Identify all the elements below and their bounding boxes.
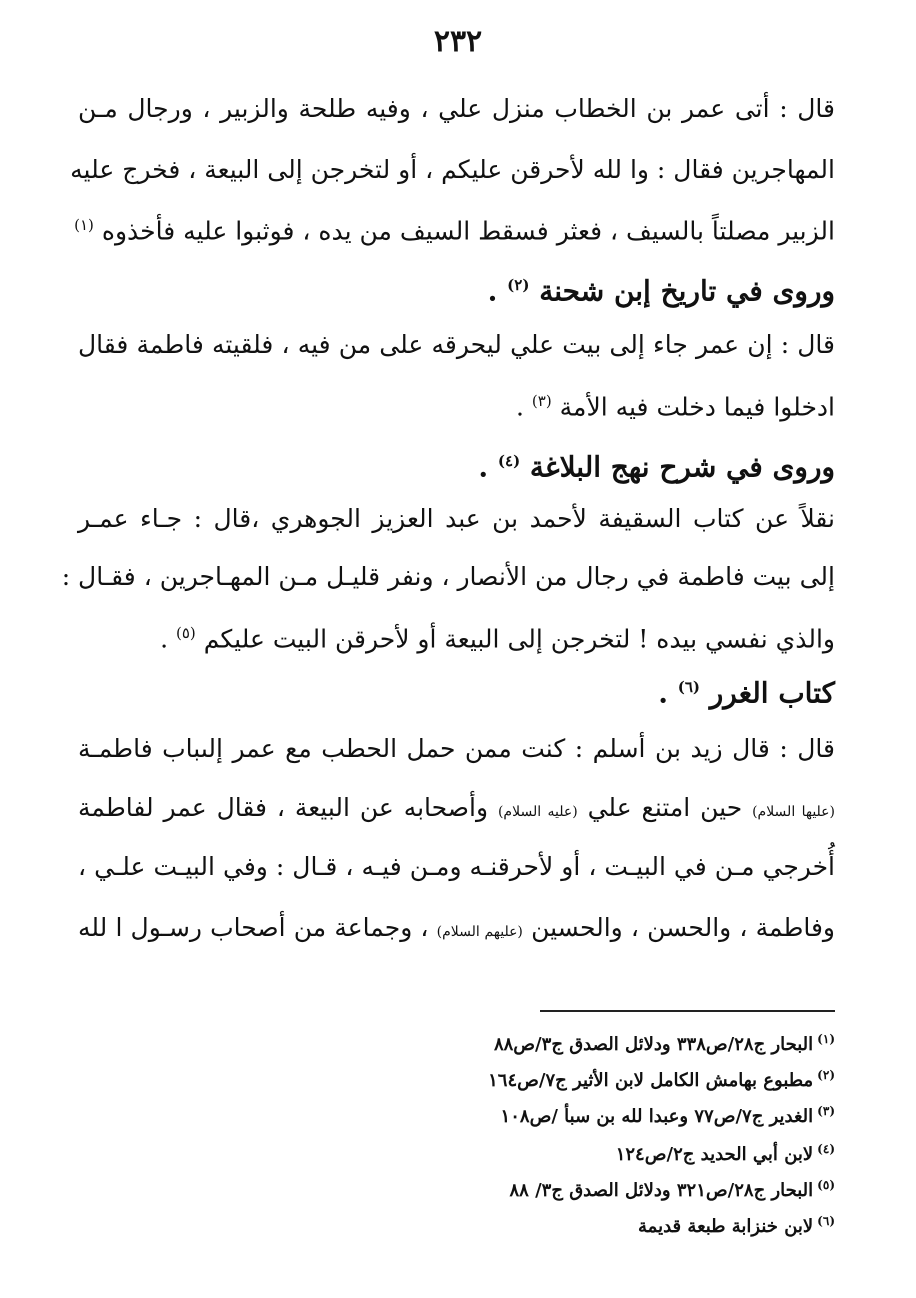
line-text: المهاجرين فقال : وا لله لأحرقن عليكم ، أو لتخرجن إلى البيعة ، فخرج عليه <box>70 155 835 184</box>
page-number: ٢٣٢ <box>433 24 483 59</box>
text-line <box>78 783 835 833</box>
footnote-marker: (١) <box>74 216 94 234</box>
heading-punctuation: . <box>658 676 678 710</box>
footnote-text: البحار ج٢٨/ص٣٢١ ودلائل الصدق ج٣/ ٨٨ <box>509 1180 814 1201</box>
footnote-text: لابن خنزابة طبعة قديمة <box>638 1216 814 1237</box>
footnote-text: لابن أبي الحديد ج٢/ص١٢٤ <box>615 1144 814 1165</box>
text-line <box>61 552 835 602</box>
text-line <box>78 84 835 134</box>
footnote-number: (٢) <box>817 1068 835 1082</box>
line-punctuation: . <box>516 392 532 422</box>
footnote-number: (٣) <box>817 1104 835 1118</box>
heading-text: وروى في تاريخ إبن شحنة <box>539 274 835 308</box>
footnote-number: (٥) <box>817 1178 835 1192</box>
footnote-marker: (٥) <box>175 624 196 642</box>
line-text: وفاطمة ، والحسن ، والحسين <box>522 913 835 942</box>
section-heading <box>78 258 835 312</box>
footnote-text: مطبوع بهامش الكامل لابن الأثير ج٧/ص١٦٤ <box>488 1070 814 1091</box>
footnote <box>78 1204 835 1238</box>
footnote-text: الغدير ج٧/ص٧٧ وعبدا لله بن سبأ /ص١٠٨ <box>500 1106 814 1127</box>
line-text: والذي نفسي بيده ! لتخرجن إلى البيعة أو لأحرقن البيت عليكم <box>203 624 835 654</box>
line-text: حين امتنع علي <box>577 793 753 822</box>
line-text: نقلاً عن كتاب السقيفة لأحمد بن عبد العزيز الجوهري ،قال : جـاء عمـر <box>78 504 835 533</box>
line-text: وأصحابه عن البيعة ، فقال عمر لفاطمة <box>78 793 498 822</box>
footnote-divider <box>540 1010 835 1012</box>
footnote-number: (٤) <box>817 1142 835 1156</box>
footnote <box>78 1094 835 1128</box>
footnote-number: (١) <box>817 1032 835 1046</box>
text-line <box>78 494 835 544</box>
section-heading <box>78 660 835 714</box>
line-text: الزبير مصلتاً بالسيف ، فعثر فسقط السيف من يده ، فوثبوا عليه فأخذوه <box>101 216 835 246</box>
line-text: ، وجماعة من أصحاب رسـول ا لله <box>78 913 437 942</box>
heading-text: كتاب الغرر <box>709 676 835 710</box>
line-text: قال : أتى عمر بن الخطاب منزل علي ، وفيه طلحة والزبير ، ورجال مـن <box>78 94 835 123</box>
honorific: (عليها السلام) <box>752 804 836 820</box>
honorific: (عليه السلام) <box>497 804 578 820</box>
line-text: أُخرجي مـن في البيـت ، أو لأحرقنـه ومـن فيـه ، قـال : وفي البيـت علـي ، <box>78 852 835 881</box>
line-text: إلى بيت فاطمة في رجال من الأنصار ، ونفر قليـل مـن المهـاجرين ، فقـال : <box>61 562 835 591</box>
line-punctuation: . <box>160 624 176 654</box>
footnote-marker: (٦) <box>677 678 701 696</box>
footnote-marker: (٢) <box>507 276 530 294</box>
line-text: قال : قال زيد بن أسلم : كنت ممن حمل الحطب مع عمر إلىباب فاطمـة <box>78 734 835 763</box>
footnote <box>78 1168 835 1202</box>
footnote-marker: (٣) <box>531 392 552 410</box>
footnote <box>78 1132 835 1166</box>
text-line <box>78 842 835 892</box>
line-text: قال : إن عمر جاء إلى بيت علي ليحرقه على من فيه ، فلقيته فاطمة فقال <box>78 330 835 359</box>
section-heading <box>78 434 835 488</box>
footnote-number: (٦) <box>817 1214 835 1228</box>
footnote <box>78 1022 835 1056</box>
heading-punctuation: . <box>478 450 498 484</box>
text-line <box>78 608 835 658</box>
text-line <box>78 320 835 370</box>
heading-text: وروى في شرح نهج البلاغة <box>529 450 835 484</box>
text-line <box>78 903 835 953</box>
footnote <box>78 1058 835 1092</box>
text-line <box>70 145 835 195</box>
footnote-marker: (٤) <box>497 452 521 470</box>
footnote-text: البحار ج٢٨/ص٣٣٨ ودلائل الصدق ج٣/ص٨٨ <box>493 1034 814 1055</box>
text-line <box>74 200 835 250</box>
line-text: ادخلوا فيما دخلت فيه الأمة <box>559 392 835 422</box>
text-line <box>78 376 835 426</box>
heading-punctuation: . <box>487 274 508 308</box>
text-line <box>78 724 835 774</box>
honorific: (عليهم السلام) <box>436 924 523 940</box>
